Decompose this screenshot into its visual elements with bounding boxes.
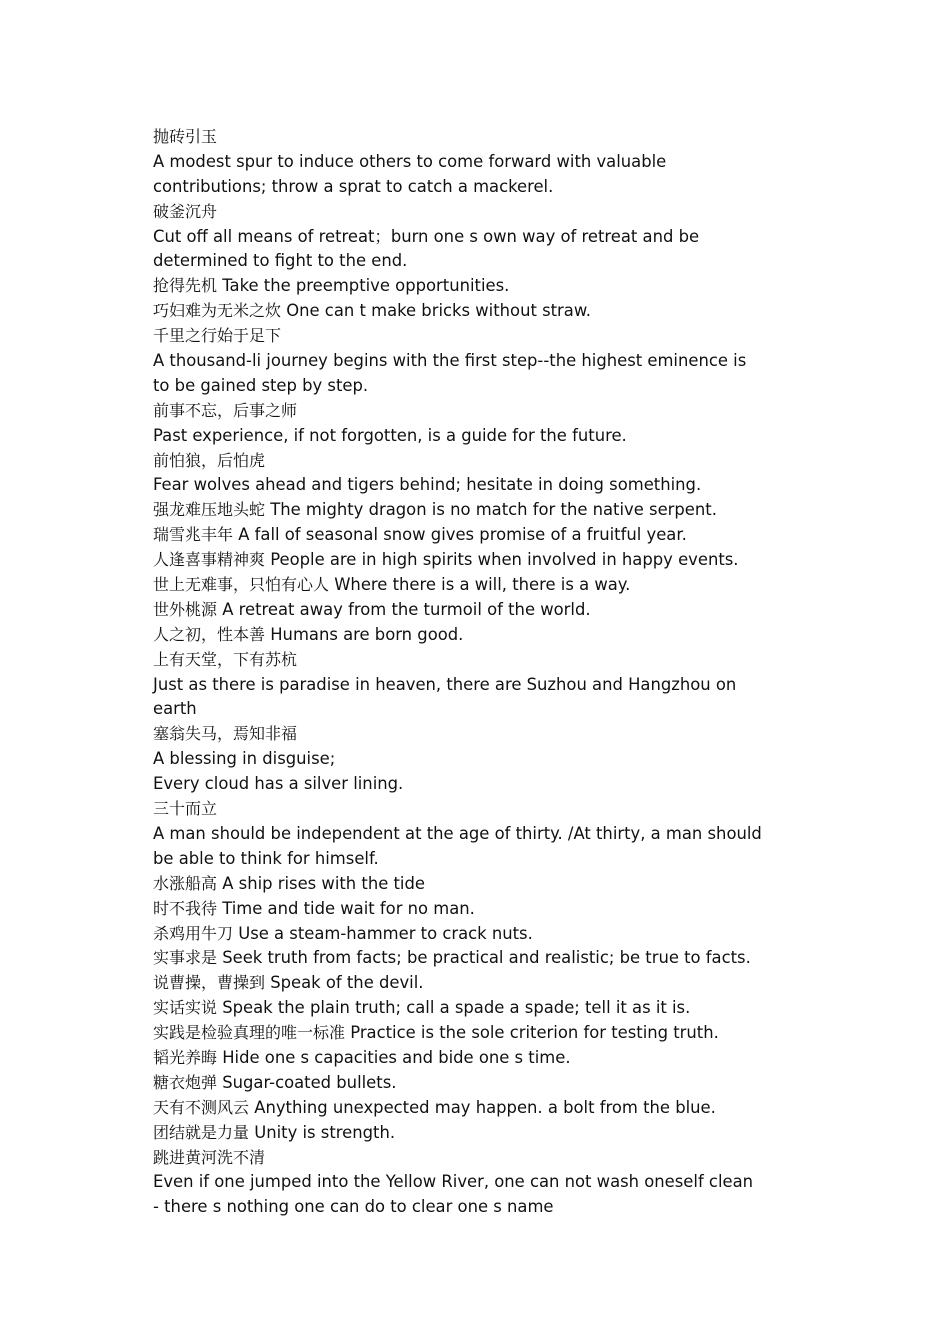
english-translation: determined to fight to the end. bbox=[153, 251, 408, 271]
chinese-idiom: 实事求是 bbox=[153, 948, 218, 968]
english-translation: Fear wolves ahead and tigers behind; hesitate in doing something. bbox=[153, 475, 702, 495]
english-translation: The mighty dragon is no match for the native serpent. bbox=[265, 500, 717, 520]
chinese-idiom: 抛砖引玉 bbox=[153, 127, 218, 146]
english-translation: Sugar-coated bullets. bbox=[217, 1072, 397, 1092]
text-line bbox=[153, 747, 803, 772]
english-translation: be able to think for himself. bbox=[153, 848, 379, 868]
text-line bbox=[153, 1146, 803, 1171]
english-translation: Cut off all means of retreat；burn one s own way of retreat and be bbox=[153, 226, 700, 246]
text-line bbox=[153, 648, 803, 673]
chinese-idiom: 前事不忘，后事之师 bbox=[153, 400, 298, 420]
english-translation: contributions; throw a sprat to catch a mackerel. bbox=[153, 176, 554, 196]
english-translation: A ship rises with the tide bbox=[217, 873, 425, 893]
chinese-idiom: 天有不测风云 bbox=[153, 1097, 250, 1117]
text-line bbox=[153, 1121, 803, 1146]
text-line bbox=[153, 498, 803, 523]
english-translation: Humans are born good. bbox=[265, 624, 464, 644]
chinese-idiom: 实话实说 bbox=[153, 998, 218, 1018]
english-translation: Anything unexpected may happen. a bolt from the blue. bbox=[249, 1097, 716, 1117]
chinese-idiom: 抢得先机 bbox=[153, 276, 218, 296]
chinese-idiom: 韬光养晦 bbox=[153, 1047, 218, 1067]
chinese-idiom: 巧妇难为无米之炊 bbox=[153, 301, 282, 321]
text-line bbox=[153, 473, 803, 498]
text-line bbox=[153, 847, 803, 872]
text-line bbox=[153, 449, 803, 474]
english-translation: Unity is strength. bbox=[249, 1122, 396, 1142]
english-translation: to be gained step by step. bbox=[153, 375, 369, 395]
english-translation: A man should be independent at the age of thirty. /At thirty, a man should bbox=[153, 823, 762, 843]
english-translation: Time and tide wait for no man. bbox=[217, 898, 475, 918]
text-line bbox=[153, 598, 803, 623]
chinese-idiom: 糖衣炮弹 bbox=[153, 1072, 218, 1092]
chinese-idiom: 说曹操，曹操到 bbox=[153, 973, 266, 993]
english-translation: Even if one jumped into the Yellow River, one can not wash oneself clean bbox=[153, 1172, 754, 1192]
text-line bbox=[153, 249, 803, 274]
text-line bbox=[153, 200, 803, 225]
text-line bbox=[153, 946, 803, 971]
english-translation: Every cloud has a silver lining. bbox=[153, 774, 404, 794]
text-line bbox=[153, 374, 803, 399]
english-translation: Practice is the sole criterion for testing truth. bbox=[345, 1023, 719, 1043]
chinese-idiom: 瑞雪兆丰年 bbox=[153, 525, 234, 545]
chinese-idiom: 杀鸡用牛刀 bbox=[153, 923, 234, 943]
text-line bbox=[153, 324, 803, 349]
document-body bbox=[153, 125, 803, 1220]
chinese-idiom: 前怕狼，后怕虎 bbox=[153, 450, 266, 470]
text-line bbox=[153, 1195, 803, 1220]
text-line bbox=[153, 623, 803, 648]
text-line bbox=[153, 150, 803, 175]
text-line bbox=[153, 922, 803, 947]
text-line bbox=[153, 349, 803, 374]
english-translation: A thousand-li journey begins with the first step--the highest eminence is bbox=[153, 351, 747, 371]
text-line bbox=[153, 772, 803, 797]
chinese-idiom: 三十而立 bbox=[153, 799, 218, 819]
chinese-idiom: 破釜沉舟 bbox=[153, 201, 218, 221]
text-line bbox=[153, 1046, 803, 1071]
chinese-idiom: 世外桃源 bbox=[153, 599, 218, 619]
english-translation: A blessing in disguise; bbox=[153, 749, 336, 769]
text-line bbox=[153, 971, 803, 996]
text-line bbox=[153, 125, 803, 150]
text-line bbox=[153, 996, 803, 1021]
english-translation: A fall of seasonal snow gives promise of a fruitful year. bbox=[233, 525, 687, 545]
text-line bbox=[153, 175, 803, 200]
chinese-idiom: 时不我待 bbox=[153, 898, 218, 918]
chinese-idiom: 上有天堂，下有苏杭 bbox=[153, 649, 298, 669]
chinese-idiom: 人之初，性本善 bbox=[153, 624, 266, 644]
text-line bbox=[153, 897, 803, 922]
text-line bbox=[153, 399, 803, 424]
chinese-idiom: 实践是检验真理的唯一标准 bbox=[153, 1023, 346, 1043]
text-line bbox=[153, 1071, 803, 1096]
chinese-idiom: 水涨船高 bbox=[153, 873, 218, 893]
english-translation: Just as there is paradise in heaven, there are Suzhou and Hangzhou on bbox=[153, 674, 737, 694]
text-line bbox=[153, 424, 803, 449]
english-translation: Take the preemptive opportunities. bbox=[217, 276, 510, 296]
text-line bbox=[153, 523, 803, 548]
english-translation: One can t make bricks without straw. bbox=[281, 301, 591, 321]
chinese-idiom: 强龙难压地头蛇 bbox=[153, 500, 266, 520]
text-line bbox=[153, 872, 803, 897]
english-translation: Seek truth from facts; be practical and realistic; be true to facts. bbox=[217, 948, 751, 968]
english-translation: A retreat away from the turmoil of the world. bbox=[217, 599, 591, 619]
english-translation: Hide one s capacities and bide one s time. bbox=[217, 1047, 571, 1067]
english-translation: - there s nothing one can do to clear one s name bbox=[153, 1197, 554, 1217]
english-translation: Where there is a will, there is a way. bbox=[329, 575, 631, 595]
english-translation: Past experience, if not forgotten, is a guide for the future. bbox=[153, 425, 627, 445]
english-translation: earth bbox=[153, 699, 197, 719]
chinese-idiom: 千里之行始于足下 bbox=[153, 326, 282, 346]
text-line bbox=[153, 822, 803, 847]
text-line bbox=[153, 1021, 803, 1046]
chinese-idiom: 世上无难事，只怕有心人 bbox=[153, 575, 330, 595]
english-translation: Speak of the devil. bbox=[265, 973, 424, 993]
text-line bbox=[153, 1170, 803, 1195]
text-line bbox=[153, 797, 803, 822]
english-translation: People are in high spirits when involved in happy events. bbox=[265, 550, 739, 570]
chinese-idiom: 跳进黄河洗不清 bbox=[153, 1147, 266, 1167]
chinese-idiom: 团结就是力量 bbox=[153, 1122, 250, 1142]
chinese-idiom: 人逢喜事精神爽 bbox=[153, 550, 266, 570]
chinese-idiom: 塞翁失马，焉知非福 bbox=[153, 724, 298, 744]
text-line bbox=[153, 673, 803, 698]
text-line bbox=[153, 274, 803, 299]
english-translation: Speak the plain truth; call a spade a spade; tell it as it is. bbox=[217, 998, 691, 1018]
english-translation: Use a steam-hammer to crack nuts. bbox=[233, 923, 533, 943]
text-line bbox=[153, 299, 803, 324]
text-line bbox=[153, 225, 803, 250]
text-line bbox=[153, 697, 803, 722]
text-line bbox=[153, 548, 803, 573]
text-line bbox=[153, 1096, 803, 1121]
english-translation: A modest spur to induce others to come forward with valuable bbox=[153, 151, 667, 171]
text-line bbox=[153, 573, 803, 598]
text-line bbox=[153, 722, 803, 747]
